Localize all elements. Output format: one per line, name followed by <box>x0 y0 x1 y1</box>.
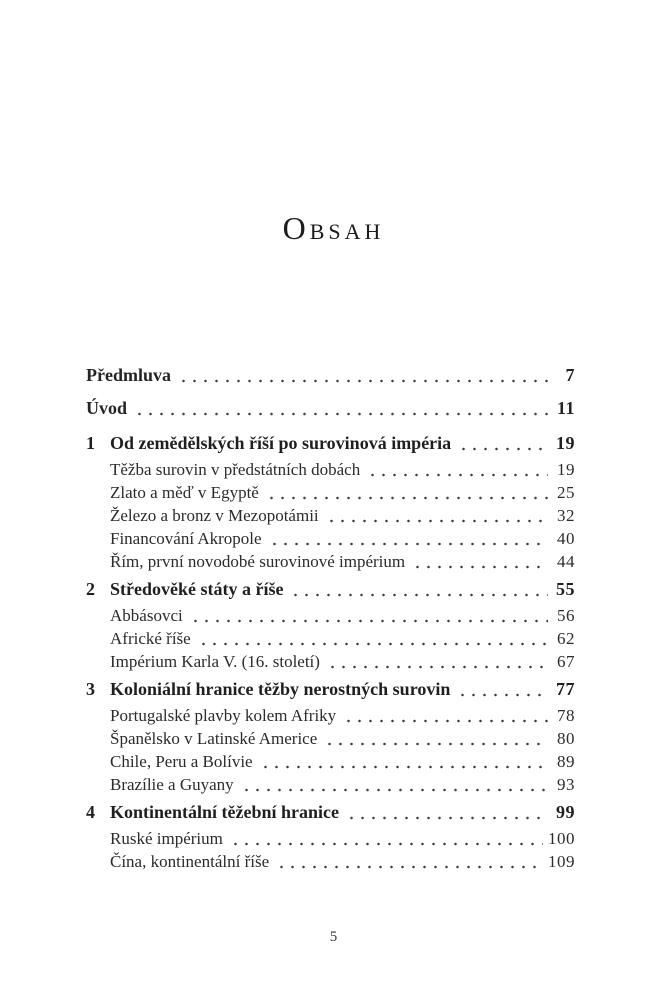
dot-leader-line <box>190 604 548 627</box>
entry-page-number: 56 <box>557 606 575 625</box>
entry-label: Předmluva <box>86 365 171 385</box>
toc-section-entry <box>86 650 575 673</box>
entry-page-number: 19 <box>557 460 575 479</box>
entry-label: Středověké státy a říše <box>110 579 284 599</box>
dot-leader-line <box>134 397 548 420</box>
chapter-number: 3 <box>86 679 95 699</box>
toc-section-entry <box>86 504 575 527</box>
entry-page-number: 11 <box>556 398 575 418</box>
toc-section-entry <box>86 704 575 727</box>
dot-leader-line <box>260 750 548 773</box>
folio-page-number: 5 <box>329 929 338 945</box>
entry-label: Africké říše <box>110 629 191 648</box>
toc-chapter-entry <box>86 801 575 824</box>
entry-label: Impérium Karla V. (16. století) <box>110 652 320 671</box>
entry-label: Řím, první novodobé surovinové impérium <box>110 552 406 571</box>
entry-page-number: 78 <box>557 706 575 725</box>
entry-page-number: 44 <box>557 552 575 571</box>
toc-chapter-block <box>86 801 575 873</box>
entry-label: Portugalské plavby kolem Afriky <box>110 706 337 725</box>
entry-label: Financování Akropole <box>110 529 262 548</box>
toc-section-entry <box>86 550 575 573</box>
dot-leader-line <box>266 481 548 504</box>
entry-label: Úvod <box>86 398 128 418</box>
entry-page-number: 89 <box>557 752 575 771</box>
dot-leader-line <box>346 801 548 824</box>
entry-page-number: 93 <box>557 775 575 794</box>
table-of-contents <box>86 364 575 873</box>
dot-leader-line <box>198 627 548 650</box>
toc-chapter-entry <box>86 678 575 701</box>
dot-leader-line <box>326 504 548 527</box>
dot-leader-line <box>412 550 548 573</box>
entry-page-number: 62 <box>557 629 575 648</box>
entry-label: Koloniální hranice těžby nerostných surovin <box>110 679 451 699</box>
toc-section-entry <box>86 604 575 627</box>
entry-page-number: 32 <box>557 506 575 525</box>
entry-page-number: 7 <box>565 365 575 385</box>
dot-leader-line <box>324 727 548 750</box>
page-title: Obsah <box>282 210 385 246</box>
entry-page-number: 40 <box>557 529 575 548</box>
toc-section-entry <box>86 727 575 750</box>
toc-chapter-entry <box>86 432 575 455</box>
toc-chapter-block <box>86 678 575 796</box>
entry-page-number: 80 <box>557 729 575 748</box>
entry-label: Brazílie a Guyany <box>110 775 234 794</box>
dot-leader-line <box>276 850 543 873</box>
toc-section-entry <box>86 850 575 873</box>
entry-label: Čína, kontinentální říše <box>110 852 270 871</box>
toc-section-entry <box>86 773 575 796</box>
entry-label: Kontinentální těžební hranice <box>110 802 339 822</box>
toc-front-matter-entry <box>86 397 575 420</box>
entry-page-number: 55 <box>556 579 575 599</box>
chapter-number: 1 <box>86 433 95 453</box>
dot-leader-line <box>230 827 543 850</box>
entry-label: Těžba surovin v předstátních dobách <box>110 460 361 479</box>
toc-chapter-entry <box>86 578 575 601</box>
toc-section-entry <box>86 481 575 504</box>
entry-label: Ruské impérium <box>110 829 223 848</box>
chapter-number: 2 <box>86 579 95 599</box>
entry-label: Železo a bronz v Mezopotámii <box>110 506 319 525</box>
toc-section-entry <box>86 827 575 850</box>
toc-section-entry <box>86 458 575 481</box>
dot-leader-line <box>290 578 548 601</box>
entry-page-number: 25 <box>557 483 575 502</box>
dot-leader-line <box>367 458 548 481</box>
entry-label: Abbásovci <box>110 606 183 625</box>
dot-leader-line <box>458 432 548 455</box>
entry-page-number: 99 <box>556 802 575 822</box>
entry-page-number: 109 <box>548 852 575 871</box>
toc-section-entry <box>86 527 575 550</box>
toc-section-entry <box>86 750 575 773</box>
dot-leader-line <box>178 364 548 387</box>
entry-page-number: 67 <box>557 652 575 671</box>
entry-label: Španělsko v Latinské Americe <box>110 729 318 748</box>
dot-leader-line <box>327 650 548 673</box>
dot-leader-line <box>241 773 548 796</box>
toc-section-entry <box>86 627 575 650</box>
entry-page-number: 100 <box>548 829 575 848</box>
entry-page-number: 19 <box>556 433 575 453</box>
chapter-number: 4 <box>86 802 95 822</box>
dot-leader-line <box>269 527 548 550</box>
entry-label: Zlato a měď v Egyptě <box>110 483 259 502</box>
dot-leader-line <box>343 704 548 727</box>
entry-page-number: 77 <box>556 679 575 699</box>
toc-chapter-block <box>86 578 575 673</box>
entry-label: Chile, Peru a Bolívie <box>110 752 253 771</box>
dot-leader-line <box>457 678 548 701</box>
entry-label: Od zemědělských říší po surovinová impéria <box>110 433 452 453</box>
toc-chapter-block <box>86 432 575 573</box>
toc-front-matter-entry <box>86 364 575 387</box>
